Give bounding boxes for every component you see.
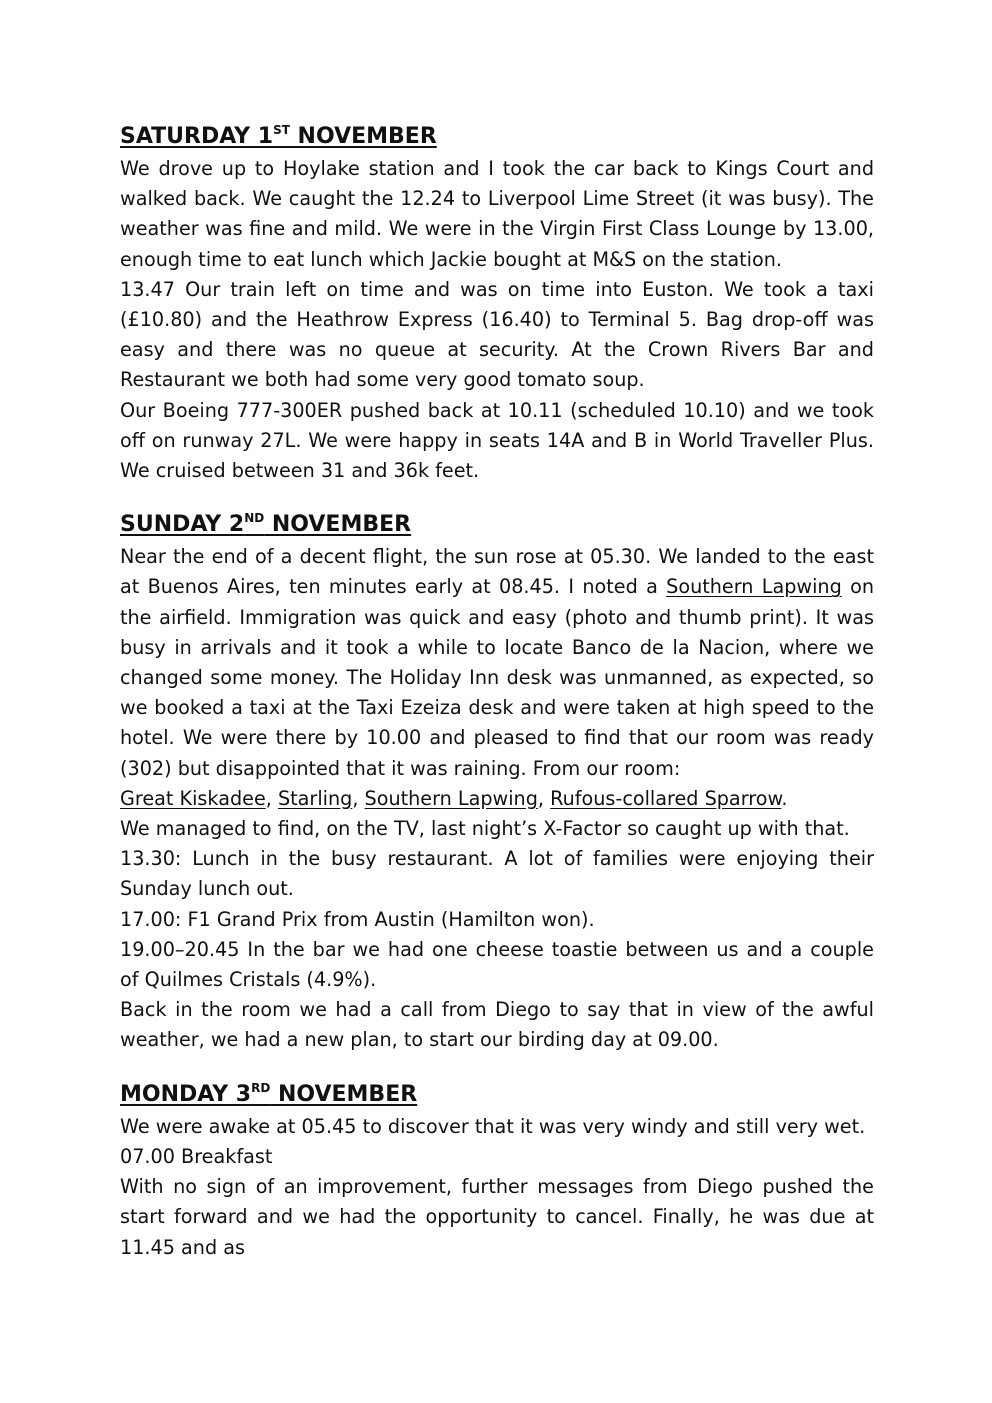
paragraph: We drove up to Hoylake station and I took the car back to Kings Court and walked back. We caught the 12.24 to Liverpool Lime Street (it was busy). The weather was fine and mild. We were in the Virgin First Class Lounge by 13.00, enough time to eat lunch which Jackie bought at M&S on the station. <box>120 157 874 271</box>
paragraph: 07.00 Breakfast <box>120 1144 273 1168</box>
section-saturday <box>120 120 874 486</box>
section-monday <box>120 1078 874 1263</box>
paragraph: With no sign of an improvement, further messages from Diego pushed the start forward and we had the opportunity to cancel. Finally, he was due at 11.45 and as <box>120 1175 874 1259</box>
bird-link[interactable]: Starling <box>277 786 353 810</box>
bird-list: Great Kiskadee, Starling, Southern Lapwing, Rufous-collared Sparrow. <box>120 786 788 810</box>
paragraph: Near the end of a decent flight, the sun rose at 05.30. We landed to the east at Buenos Aires, ten minutes early at 08.45. I noted a Southern Lapwing on the airfield. Immigration was quick and easy (photo and thumb print). It was busy in arrivals and it took a while to locate Banco de la Nacion, where we changed some money. The Holiday Inn desk was unmanned, as expected, so we booked a taxi at the Taxi Ezeiza desk and were taken at high speed to the hotel. We were there by 10.00 and pleased to find that our room was ready (302) but disappointed that it was raining. From our room: <box>120 545 875 780</box>
document-page <box>120 120 874 1285</box>
bird-link[interactable]: Great Kiskadee <box>120 786 266 810</box>
paragraph: 17.00: F1 Grand Prix from Austin (Hamilton won). <box>120 907 595 931</box>
paragraph: 13.47 Our train left on time and was on time into Euston. We took a taxi (£10.80) and the Heathrow Express (16.40) to Terminal 5. Bag drop-off was easy and there was no queue at security. At the Crown Rivers Bar and Restaurant we both had some very good tomato soup. <box>120 277 874 392</box>
paragraph: We were awake at 05.45 to discover that it was very windy and still very wet. <box>120 1114 866 1138</box>
paragraph: We managed to find, on the TV, last night’s X-Factor so caught up with that. <box>120 817 850 841</box>
section-heading: SATURDAY 1ST NOVEMBER <box>120 123 437 149</box>
paragraph: 19.00–20.45 In the bar we had one cheese toastie between us and a couple of Quilmes Cristals (4.9%). <box>120 937 874 992</box>
bird-link[interactable]: Southern Lapwing <box>666 575 842 599</box>
section-sunday <box>120 508 874 1055</box>
bird-link[interactable]: Southern Lapwing <box>364 786 538 810</box>
bird-link[interactable]: Rufous-collared Sparrow <box>550 786 782 810</box>
paragraph: Our Boeing 777-300ER pushed back at 10.11 (scheduled 10.10) and we took off on runway 27L. We were happy in seats 14A and B in World Traveller Plus. We cruised between 31 and 36k feet. <box>120 398 874 483</box>
section-heading: MONDAY 3RD NOVEMBER <box>120 1080 418 1107</box>
paragraph: Back in the room we had a call from Diego to say that in view of the awful weather, we had a new plan, to start our birding day at 09.00. <box>120 998 874 1052</box>
paragraph: 13.30: Lunch in the busy restaurant. A lot of families were enjoying their Sunday lunch out. <box>120 847 874 901</box>
section-heading: SUNDAY 2ND NOVEMBER <box>120 511 412 538</box>
